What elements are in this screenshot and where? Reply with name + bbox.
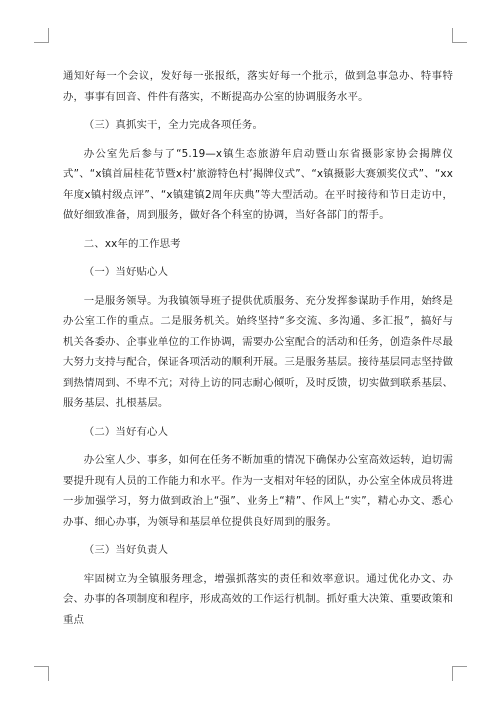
section-heading-2: 二、xx年的工作思考 [83, 237, 181, 250]
paragraph-capability: 办公室人少、事多，如何在任务不断加重的情况下确保办公室高效运转，迫切需要提升现有人员的工作能力和水平。作为一支相对年轻的团队，办公室全体成员将进一步加强学习，努力做到政治上“强”、业务上“精”、作风上“实”，精心办文、悉心办事、细心办事，为领导和基层单位提供良好周到的服务。 [63, 454, 453, 528]
subheading-1: （一）当好贴心人 [83, 266, 169, 278]
document-body [63, 66, 453, 638]
crop-mark-top-right [452, 28, 467, 43]
section-heading-3: （三）真抓实干，全力完成各项任务。 [83, 119, 263, 131]
paragraph-activities: 办公室先后参与了“5.19—x镇生态旅游年启动暨山东省摄影家协会揭牌仪式”、“x镇首届桂花节暨x村‘旅游特色村’揭牌仪式”、“x镇摄影大赛颁奖仪式”、“xx年度x镇村级点评”、“x镇建镇2周年庆典”等大型活动。在平时接待和节日走访中，做好细致准备，周到服务，做好各个科室的协调，当好各部门的帮手。 [63, 147, 453, 221]
subheading-3: （三）当好负责人 [83, 544, 169, 556]
crop-mark-bottom-left [34, 666, 49, 681]
crop-mark-bottom-right [452, 666, 467, 681]
crop-mark-top-left [34, 28, 49, 43]
paragraph-responsibility: 牢固树立为全镇服务理念，增强抓落实的责任和效率意识。通过优化办文、办会、办事的各项制度和程序，形成高效的工作运行机制。抓好重大决策、重要政策和重点 [63, 572, 453, 626]
subheading-2: （二）当好有心人 [83, 425, 169, 438]
paragraph-continued: 通知好每一个会议，发好每一张报纸，落实好每一个批示，做到急事急办、特事特办，事事有回音、件件有落实，不断提高办公室的协调服务水平。 [63, 70, 453, 103]
paragraph-service: 一是服务领导。为我镇领导班子提供优质服务、充分发挥参谋助手作用，始终是办公室工作的重点。二是服务机关。始终坚持“多交流、多沟通、多汇报”，搞好与机关各委办、企事业单位的工作协调，需要办公室配合的活动和任务，创造条件尽最大努力支持与配合，保证各项活动的顺利开展。三是服务基层。接待基层同志坚持做到热情周到、不卑不亢；对待上访的同志耐心倾听，及时反馈，切实做到联系基层、服务基层、扎根基层。 [63, 294, 453, 409]
